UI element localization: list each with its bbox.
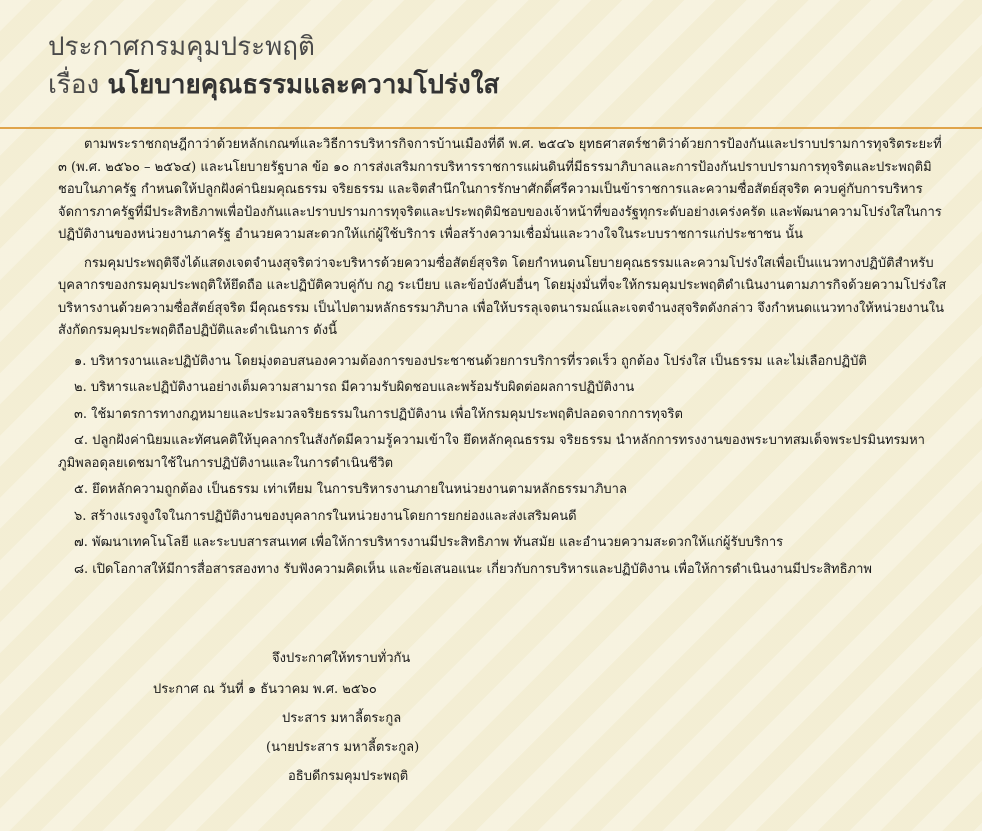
policy-item: ๓. ใช้มาตรการทางกฎหมายและประมวลจริยธรรมในการปฏิบัติงาน เพื่อให้กรมคุมประพฤติปลอดจากการทุจริต	[74, 406, 683, 422]
policy-item: ๖. สร้างแรงจูงใจในการปฏิบัติงานของบุคลากรในหน่วยงานโดยการยกย่องและส่งเสริมคนดี	[74, 508, 577, 524]
policy-item: ๒. บริหารและปฏิบัติงานอย่างเต็มความสามารถ มีความรับผิดชอบและพร้อมรับผิดต่อผลการปฏิบัติงาน	[74, 380, 635, 395]
policy-item: ๑. บริหารงานและปฏิบัติงาน โดยมุ่งตอบสนองความต้องการของประชาชนด้วยการบริการที่รวดเร็ว ถูกต้อง โปร่งใส เป็นธรรม และไม่เลือกปฏิบัติ	[74, 353, 867, 369]
policy-item: ๔. ปลูกฝังค่านิยมและทัศนคติให้บุคลากรในสังกัดมีความรู้ความเข้าใจ ยึดหลักคุณธรรม จริยธรรม นำหลักการทรงงานของพระบาทสมเด็จพระปรมินทรมหาภูมิพลอดุลยเดชมาใช้ในการปฏิบัติงานและในการดำเนินชีวิต	[58, 433, 925, 471]
subtitle-main: นโยบายคุณธรรมและความโปร่งใส	[107, 70, 500, 100]
announcement-body	[58, 134, 948, 581]
paragraph-2: กรมคุมประพฤติจึงได้แสดงเจตจำนงสุจริตว่าจะบริหารด้วยความซื่อสัตย์สุจริต โดยกำหนดนโยบายคุณธรรมและความโปร่งใสเพื่อเป็นแนวทางปฏิบัติสำหรับบุคลากรของกรมคุมประพฤติให้ยึดถือ และปฏิบัติควบคู่กับ กฎ ระเบียบ และข้อบังคับอื่นๆ โดยมุ่งมั่นที่จะให้กรมคุมประพฤติดำเนินงานตามภารกิจด้วยความโปร่งใส บริหารงานด้วยความซื่อสัตย์สุจริต มีคุณธรรม เป็นไปตามหลักธรรมาภิบาล เพื่อให้บรรลุเจตนารมณ์และเจตจำนงสุจริตดังกล่าว จึงกำหนดแนวทางให้หน่วยงานในสังกัดกรมคุมประพฤติถือปฏิบัติและดำเนินการ ดังนี้	[58, 255, 947, 338]
paragraph-1: ตามพระราชกฤษฎีกาว่าด้วยหลักเกณฑ์และวิธีการบริหารกิจการบ้านเมืองที่ดี พ.ศ. ๒๕๔๖ ยุทธศาสตร์ชาติว่าด้วยการป้องกันและปราบปรามการทุจริตระยะที่ ๓ (พ.ศ. ๒๕๖๐ – ๒๕๖๔) และนโยบายรัฐบาล ข้อ ๑๐ การส่งเสริมการบริหารราชการแผ่นดินที่มีธรรมาภิบาลและการป้องกันปราบปรามการทุจริตและประพฤติมิชอบในภาครัฐ กำหนดให้ปลูกฝังค่านิยมคุณธรรม จริยธรรม และจิตสำนึกในการรักษาศักดิ์ศรีความเป็นข้าราชการและความซื่อสัตย์สุจริต ควบคู่กับการบริหารจัดการภาครัฐที่มีประสิทธิภาพเพื่อป้องกันและปราบปรามการทุจริตและประพฤติมิชอบของเจ้าหน้าที่ของรัฐทุกระดับอย่างเคร่งครัด และพัฒนาความโปร่งใสในการปฏิบัติงานของหน่วยงานภาครัฐ อำนวยความสะดวกให้แก่ผู้ใช้บริการ เพื่อสร้างความเชื่อมั่นและวางใจในระบบราชการแก่ประชาชน นั้น	[58, 137, 942, 242]
page-title: ประกาศกรมคุมประพฤติ	[48, 32, 315, 62]
policy-item: ๕. ยึดหลักความถูกต้อง เป็นธรรม เท่าเทียม ในการบริหารงานภายในหน่วยงานตามหลักธรรมาภิบาล	[74, 482, 627, 497]
title-divider	[0, 127, 982, 129]
signer-printed-name: (นายประสาร มหาลี้ตระกูล)	[266, 740, 420, 755]
policy-item: ๗. พัฒนาเทคโนโลยี และระบบสารสนเทศ เพื่อให้การบริหารงานมีประสิทธิภาพ ทันสมัย และอำนวยความสะดวกให้แก่ผู้รับบริการ	[74, 535, 784, 550]
subtitle-prefix: เรื่อง	[48, 70, 100, 100]
page-subtitle	[48, 66, 948, 104]
signer-name: ประสาร มหาลี้ตระกูล	[282, 711, 402, 726]
closing-statement: จึงประกาศให้ทราบทั่วกัน	[272, 651, 411, 666]
signer-position: อธิบดีกรมคุมประพฤติ	[288, 769, 409, 784]
policy-item: ๘. เปิดโอกาสให้มีการสื่อสารสองทาง รับฟังความคิดเห็น และข้อเสนอแนะ เกี่ยวกับการบริหารและปฏิบัติงาน เพื่อให้การดำเนินงานมีประสิทธิภาพ	[74, 561, 872, 577]
announcement-date: ประกาศ ณ วันที่ ๑ ธันวาคม พ.ศ. ๒๕๖๐	[153, 682, 377, 697]
title-block	[48, 28, 948, 104]
